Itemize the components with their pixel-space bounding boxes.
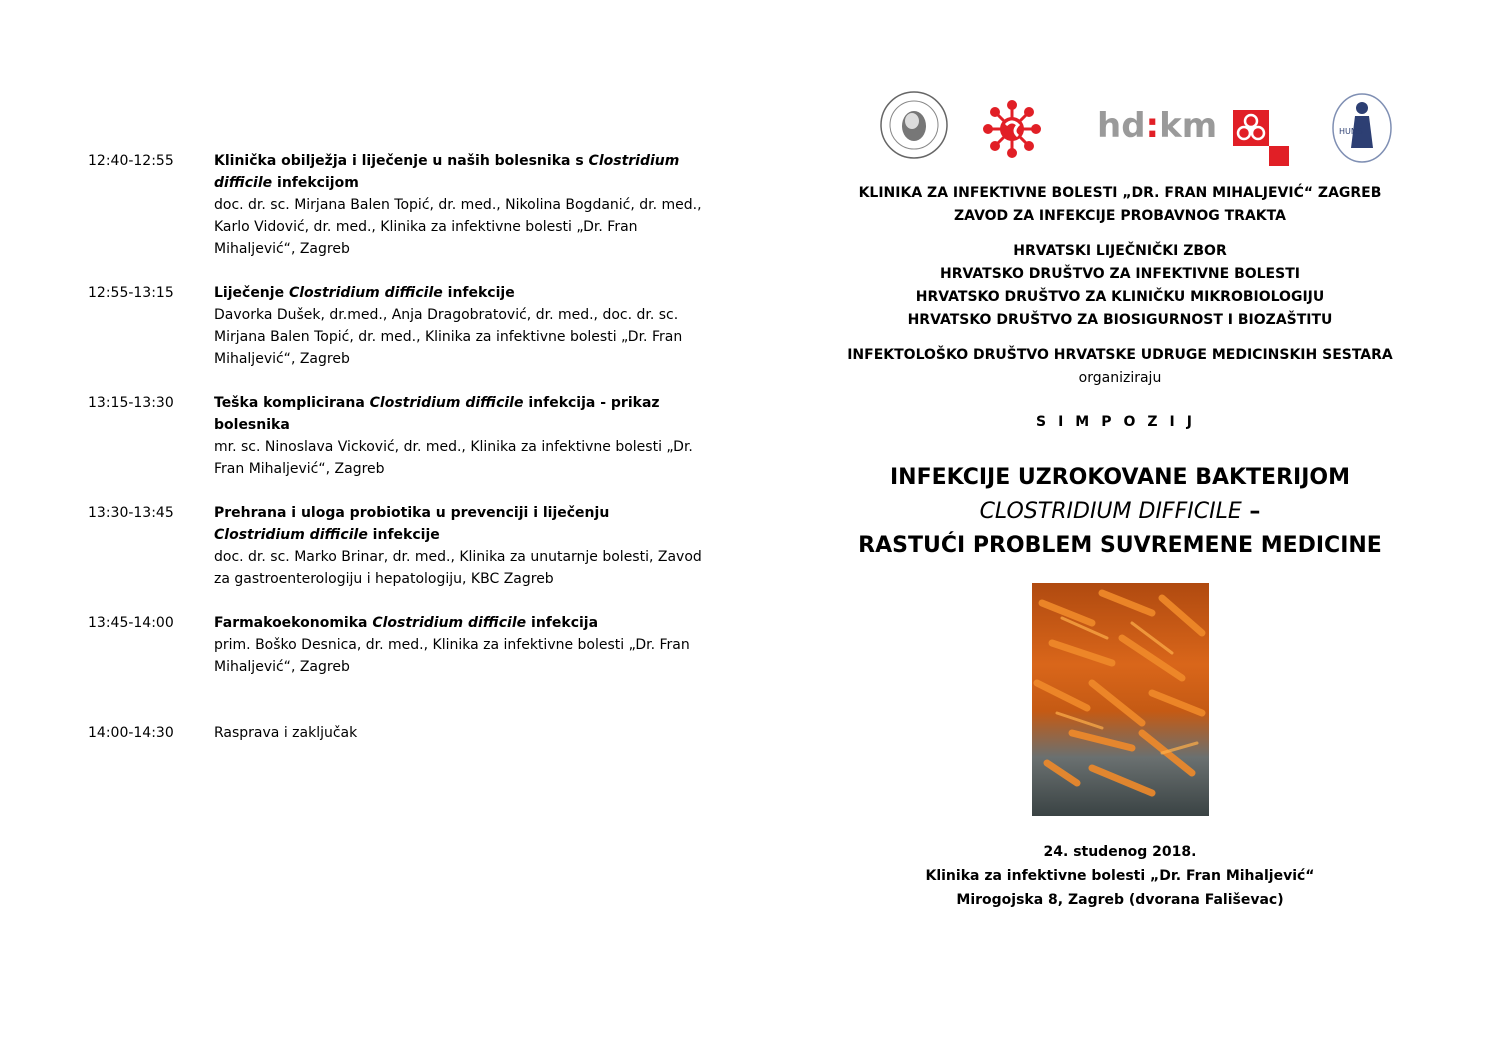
event-venue: Klinika za infektivne bolesti „Dr. Fran Mihaljević“ bbox=[925, 868, 1315, 884]
program-time: 14:00-14:30 bbox=[88, 725, 174, 741]
hdkm-logo: hd:km bbox=[1097, 106, 1218, 146]
program-title: Klinička obilježja i liječenje u naših bolesnika s Clostridium difficile infekcijom bbox=[214, 153, 680, 191]
virus-society-logo bbox=[981, 98, 1043, 160]
program-entry bbox=[88, 282, 708, 370]
program-time: 12:55-13:15 bbox=[88, 285, 174, 301]
organize-label: organiziraju bbox=[1078, 370, 1162, 386]
program-closing bbox=[88, 722, 708, 744]
program-title: Farmakoekonomika Clostridium difficile infekcija bbox=[214, 615, 599, 631]
program-title: Teška komplicirana Clostridium difficile infekcija - prikaz bolesnika bbox=[214, 395, 660, 433]
event-type: SIMPOZIJ bbox=[1036, 414, 1204, 430]
program-speakers: prim. Boško Desnica, dr. med., Klinika za infektivne bolesti „Dr. Fran Mihaljević“, Zagreb bbox=[214, 637, 690, 675]
event-address: Mirogojska 8, Zagreb (dvorana Fališevac) bbox=[956, 892, 1284, 908]
program-time: 13:30-13:45 bbox=[88, 505, 174, 521]
program-time: 12:40-12:55 bbox=[88, 153, 174, 169]
organizer-societies: HRVATSKI LIJEČNIČKI ZBOR HRVATSKO DRUŠTVO ZA INFEKTIVNE BOLESTI HRVATSKO DRUŠTVO ZA KLINIČKU MIKROBIOLOGIJU HRVATSKO DRUŠTVO ZA BIOSIGURNOST I BIOZAŠTITU bbox=[907, 243, 1333, 328]
clinic-seal-logo bbox=[879, 90, 949, 160]
program-title: Rasprava i zaključak bbox=[214, 725, 358, 741]
organizer-clinic: KLINIKA ZA INFEKTIVNE BOLESTI „DR. FRAN MIHALJEVIĆ“ ZAGREB ZAVOD ZA INFEKCIJE PROBAVNOG TRAKTA bbox=[858, 185, 1382, 224]
program-time: 13:45-14:00 bbox=[88, 615, 174, 631]
program-entry bbox=[88, 612, 708, 678]
logo-row bbox=[835, 90, 1405, 166]
program-speakers: mr. sc. Ninoslava Vicković, dr. med., Klinika za infektivne bolesti „Dr. Fran Mihaljević“, Zagreb bbox=[214, 439, 693, 477]
symposium-title: INFEKCIJE UZROKOVANE BAKTERIJOM CLOSTRIDIUM DIFFICILE – RASTUĆI PROBLEM SUVREMENE MEDICINE bbox=[858, 465, 1382, 558]
program-title: Liječenje Clostridium difficile infekcije bbox=[214, 285, 515, 301]
bacteria-micrograph-image bbox=[1032, 583, 1209, 816]
event-date: 24. studenog 2018. bbox=[1043, 844, 1197, 860]
program-title: Prehrana i uloga probiotika u prevenciji i liječenju Clostridium difficile infekcije bbox=[214, 505, 610, 543]
program-time: 13:15-13:30 bbox=[88, 395, 174, 411]
biohazard-logo bbox=[1233, 110, 1289, 166]
program-speakers: doc. dr. sc. Marko Brinar, dr. med., Klinika za unutarnje bolesti, Zavod za gastroenterologiju i hepatologiju, KBC Zagreb bbox=[214, 549, 702, 587]
event-column bbox=[835, 90, 1405, 912]
svg-text:HUMS: HUMS bbox=[1339, 127, 1363, 136]
event-info bbox=[835, 840, 1405, 912]
program-entry bbox=[88, 150, 708, 260]
program-speakers: Davorka Dušek, dr.med., Anja Dragobratović, dr. med., doc. dr. sc. Mirjana Balen Topić, dr. med., Klinika za infektivne bolesti „Dr. Fran Mihaljević“, Zagreb bbox=[214, 307, 683, 367]
program-speakers: doc. dr. sc. Mirjana Balen Topić, dr. med., Nikolina Bogdanić, dr. med., Karlo Vidović, dr. med., Klinika za infektivne bolesti „Dr. Fran Mihaljević“, Zagreb bbox=[214, 197, 702, 257]
hums-logo bbox=[1331, 92, 1393, 164]
organizer-nurses: INFEKTOLOŠKO DRUŠTVO HRVATSKE UDRUGE MEDICINSKIH SESTARA bbox=[847, 347, 1393, 363]
program-entry bbox=[88, 392, 708, 480]
program-entry bbox=[88, 502, 708, 590]
program-column bbox=[88, 150, 708, 744]
